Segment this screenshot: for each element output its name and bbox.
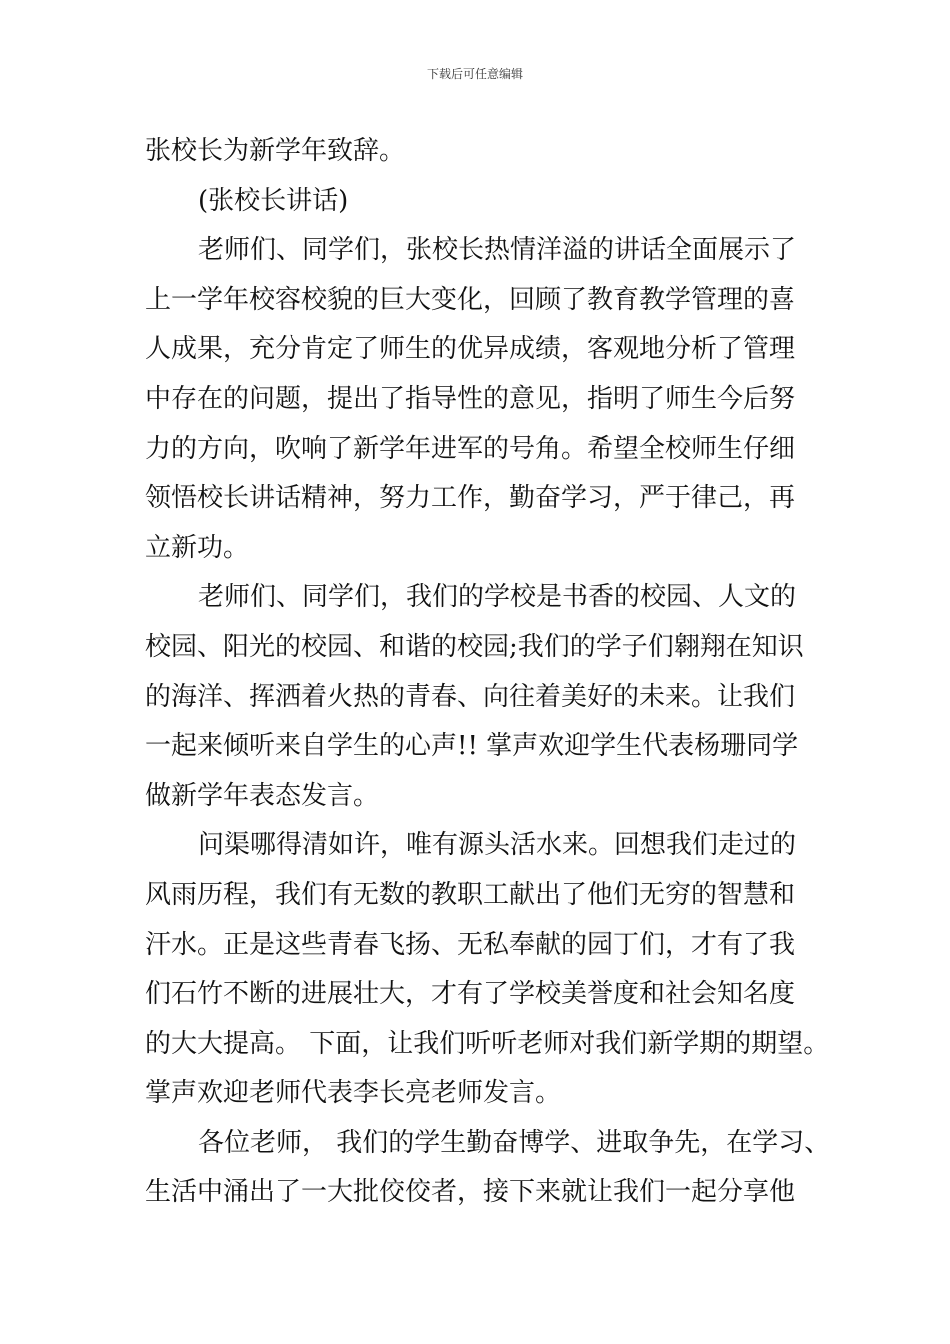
text-line: 问渠哪得清如许，唯有源头活水来。回想我们走过的 (198, 830, 797, 861)
text-line: 老师们、同学们，我们的学校是书香的校园、人文的 (198, 582, 797, 613)
text-line: 一起来倾听来自学生的心声!! 掌声欢迎学生代表杨珊同学 (145, 731, 799, 762)
text-line: 风雨历程，我们有无数的教职工献出了他们无穷的智慧和 (145, 879, 796, 910)
text-line: 老师们、同学们，张校长热情洋溢的讲话全面展示了 (198, 235, 797, 266)
text-line: 各位老师， 我们的学生勤奋博学、进取争先，在学习、 (198, 1127, 831, 1158)
text-line: 中存在的问题，提出了指导性的意见，指明了师生今后努 (145, 383, 796, 414)
text-line: 们石竹不断的进展壮大，才有了学校美誉度和社会知名度 (145, 979, 796, 1010)
text-line: 汗水。正是这些青春飞扬、无私奉献的园丁们，才有了我 (145, 929, 796, 960)
text-line: 人成果，充分肯定了师生的优异成绩，客观地分析了管理 (145, 334, 796, 365)
text-line: 立新功。 (145, 532, 250, 563)
text-line: 力的方向，吹响了新学年进军的号角。希望全校师生仔细 (145, 433, 796, 464)
text-line: 上一学年校容校貌的巨大变化，回顾了教育教学管理的喜 (145, 284, 796, 315)
page-header: 下载后可任意编辑 (426, 67, 523, 81)
document-body (145, 127, 835, 1218)
text-line: 张校长为新学年致辞。 (145, 136, 406, 166)
text-line: 的海洋、挥洒着火热的青春、向往着美好的未来。让我们 (145, 681, 796, 712)
text-line: 领悟校长讲话精神，努力工作，勤奋学习，严于律己，再 (145, 483, 796, 514)
text-line: 的大大提高。 下面，让我们听听老师对我们新学期的期望。 (145, 1028, 830, 1059)
text-line: 生活中涌出了一大批佼佼者，接下来就让我们一起分享他 (145, 1177, 796, 1208)
text-line: (张校长讲话) (198, 185, 349, 216)
text-line: 掌声欢迎老师代表李长亮老师发言。 (145, 1078, 562, 1109)
text-line: 校园、阳光的校园、和谐的校园;我们的学子们翱翔在知识 (145, 631, 804, 662)
text-line: 做新学年表态发言。 (145, 780, 380, 811)
